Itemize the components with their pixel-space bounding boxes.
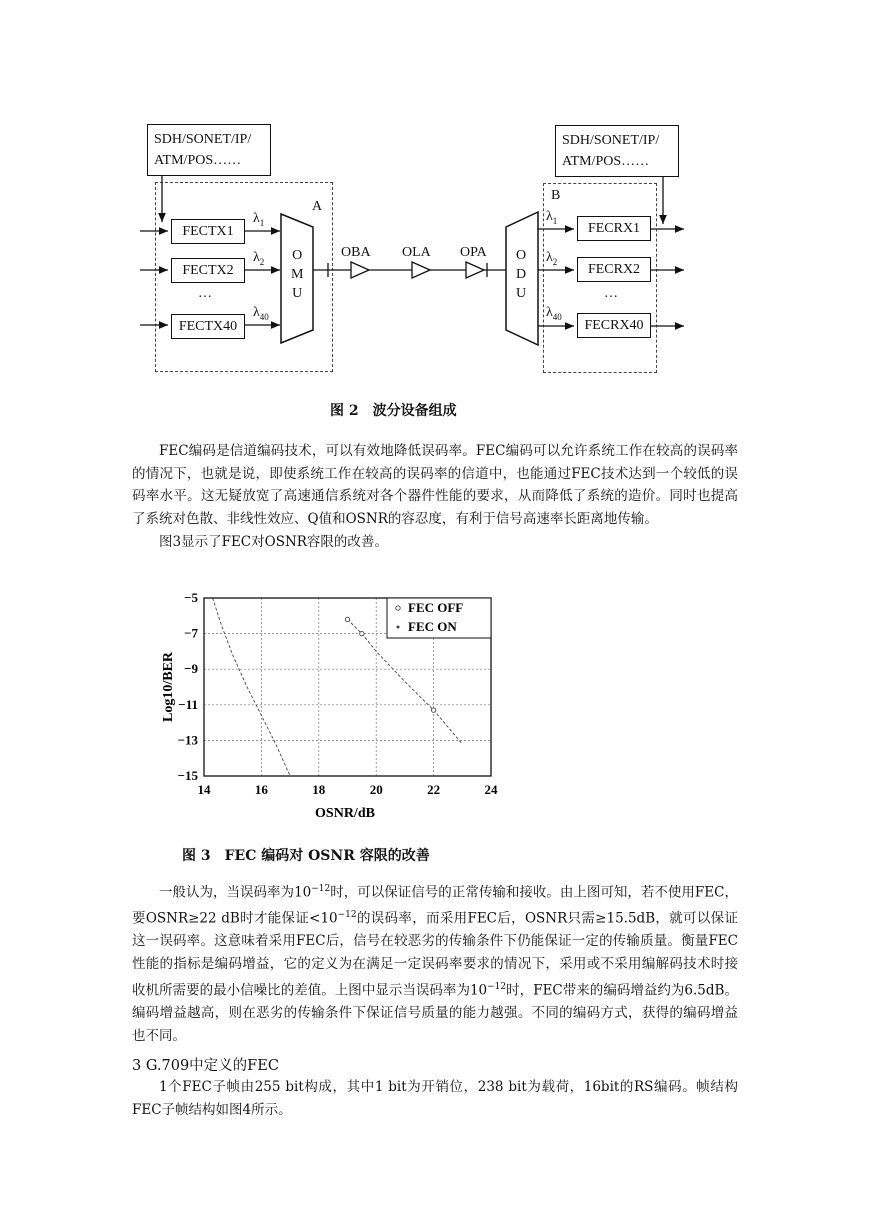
lambda-label [253, 305, 269, 322]
omu-letter: O [292, 248, 303, 263]
fecrx2-box: FECRX2 [577, 257, 651, 282]
x-axis-label: OSNR/dB [315, 806, 375, 821]
y-tick-label: −13 [177, 732, 198, 748]
opa-label: OPA [460, 245, 487, 260]
lambda-symbol: λ [253, 250, 260, 265]
legend-marker-fec-on [397, 626, 400, 629]
omu-letter: U [292, 286, 303, 301]
x-tick-label: 24 [484, 782, 498, 797]
lambda-subscript: 1 [552, 215, 558, 226]
paragraph-segment: 的误码率，而采用FEC后，OSNR只需≥15.5dB，就可以保证这一误码率。这意味着采用FEC后，信号在较恶劣的传输条件下仍能保证一定的传输质量。衡量FEC性能的指标是编码增益，它的定义为在满足一定误码率要求的情况下，采用或不采用编解码技术时接收机所需要的最小信噪比的差值。上图中显示当误码率为10 [132, 910, 738, 999]
y-axis-label: Log10/BER [161, 651, 176, 723]
paragraph-segment: 一般认为，当误码率为10 [159, 884, 312, 901]
exponent: −12 [311, 884, 331, 894]
paragraph-segment: 时，FEC带来的编码增益约为6.5dB。编码增益越高，则在恶劣的传输条件下保证信号质量的能力越强。不同的编码方式，获得的编码增益也不同。 [132, 982, 738, 1044]
data-point-fec-off [360, 631, 364, 635]
oba-amplifier [351, 262, 369, 278]
client-line: SDH/SONET/IP/ [154, 132, 252, 147]
y-tick-label: −15 [177, 768, 198, 783]
series-line-fec-on [213, 598, 290, 776]
paragraph-text: 1个FEC子帧由255 bit构成，其中1 bit为开销位，238 bit为载荷，16bit的RS编码。帧结构FEC子帧结构如图4所示。 [132, 1079, 738, 1118]
legend-label-fec-off: FEC OFF [408, 600, 464, 615]
rx-ellipsis: … [604, 286, 618, 301]
y-tick-label: −7 [184, 625, 198, 641]
oba-label: OBA [341, 245, 371, 260]
ola-label: OLA [402, 245, 431, 260]
lambda-symbol: λ [253, 305, 260, 320]
y-tick-label: −5 [184, 590, 198, 605]
lambda-subscript: 2 [259, 256, 265, 267]
lambda-subscript: 40 [552, 311, 562, 322]
lambda-symbol: λ [546, 305, 553, 320]
fecrx40-box: FECRX40 [577, 313, 651, 338]
lambda-label [546, 209, 557, 226]
odu-letter: D [516, 267, 527, 282]
label-b: B [551, 188, 561, 203]
section-heading: 3 G.709中定义的FEC [132, 1058, 279, 1074]
paragraph-text: 图3显示了FEC对OSNR容限的改善。 [159, 533, 388, 550]
odu-letter: O [516, 248, 527, 263]
x-tick-label: 20 [369, 782, 383, 797]
figure-3-caption: 图 3 FEC 编码对 OSNR 容限的改善 [182, 848, 430, 864]
odu-letter: U [516, 286, 527, 301]
legend-label-fec-on: FEC ON [408, 619, 457, 634]
paragraph-coding-gain [132, 878, 738, 1047]
lambda-subscript: 40 [259, 311, 269, 322]
exponent: −12 [487, 981, 507, 992]
opa-amplifier [466, 262, 484, 278]
figure-3-chart [150, 585, 510, 825]
lambda-label [253, 250, 264, 267]
data-point-fec-off [345, 617, 349, 621]
data-point-fec-off [431, 708, 435, 712]
paragraph-segment: 时，可以保证信号的正常传输和接收。由上图可知，若不使用FEC，要OSNR≥22 dB时才能保证<10 [132, 884, 738, 927]
fectx2-box: FECTX2 [171, 258, 245, 283]
ola-amplifier [412, 262, 430, 278]
y-tick-label: −11 [178, 696, 198, 712]
tx-ellipsis: … [198, 286, 212, 301]
client-line: SDH/SONET/IP/ [562, 133, 660, 148]
paragraph-fec-subframe [132, 1076, 738, 1121]
x-tick-label: 18 [312, 782, 326, 797]
client-line: ATM/POS…… [562, 154, 650, 169]
odu-label [516, 246, 526, 303]
lambda-symbol: λ [546, 250, 553, 265]
lambda-subscript: 1 [259, 217, 265, 228]
chart-legend [387, 598, 491, 638]
lambda-subscript: 2 [552, 256, 558, 267]
fectx40-box: FECTX40 [171, 314, 245, 339]
paragraph-fec-intro [132, 440, 738, 554]
lambda-label [546, 305, 562, 322]
fectx1-box: FECTX1 [171, 219, 245, 244]
label-a: A [312, 199, 323, 214]
x-tick-label: 22 [427, 782, 441, 797]
lambda-label [253, 211, 264, 228]
client-line: ATM/POS…… [154, 153, 242, 168]
x-tick-label: 14 [197, 782, 211, 797]
figure-2-wiring [0, 0, 869, 400]
lambda-symbol: λ [546, 209, 553, 224]
x-tick-label: 16 [254, 782, 268, 797]
lambda-symbol: λ [253, 211, 260, 226]
paragraph-text [132, 878, 738, 1047]
paragraph-text: FEC编码是信道编码技术，可以有效地降低误码率。FEC编码可以允许系统工作在较高的误码率的情况下，也就是说，即使系统工作在较高的误码率的信道中，也能通过FEC技术达到一个较低的误码率水平。这无疑放宽了高速通信系统对各个器件性能的要求，从而降低了系统的造价。同时也提高了系统对色散、非线性效应、Q值和OSNR的容忍度，有利于信号高速率长距离地传输。 [132, 443, 738, 528]
figure-2-caption: 图 2 波分设备组成 [330, 403, 457, 419]
y-tick-label: −9 [184, 661, 198, 677]
omu-label [291, 246, 303, 303]
fecrx1-box: FECRX1 [577, 216, 651, 241]
lambda-label [546, 250, 557, 267]
omu-letter: M [291, 267, 304, 282]
exponent: −12 [337, 910, 357, 921]
